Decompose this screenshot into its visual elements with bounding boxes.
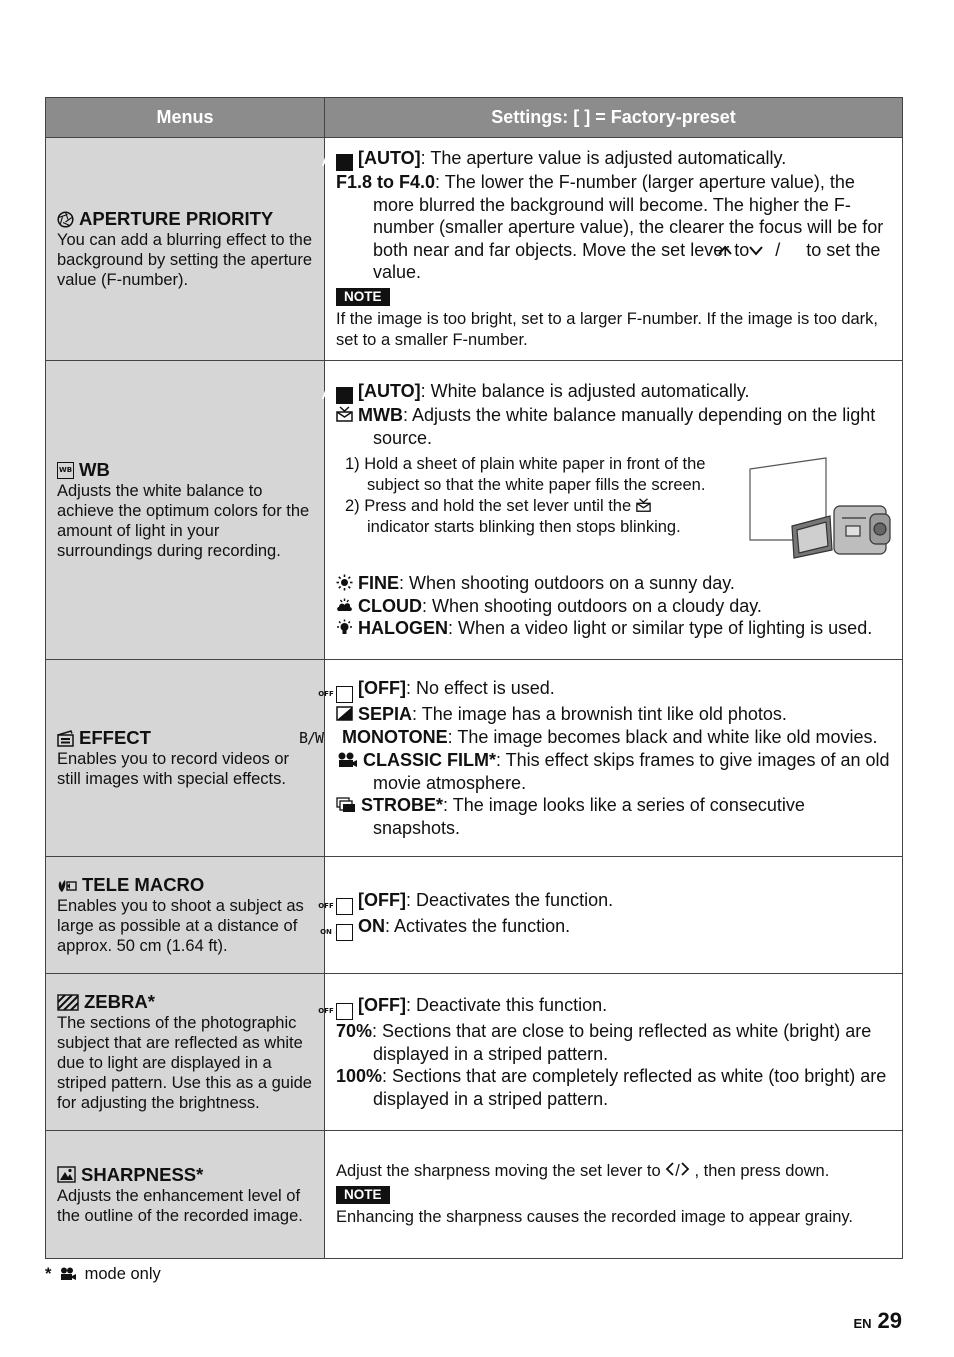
zebra-description: The sections of the photographic subject that are reflected as white due to light are displayed in a striped pattern. Use this as a guide for adjusting the brightness. [57, 1014, 312, 1112]
tele-macro-on-option: ON ON: Activates the function. [336, 915, 892, 941]
wb-mwb-option: MWB: Adjusts the white balance manually depending on the light source. [336, 404, 892, 449]
effect-monotone-option: MONOTONE: The image becomes black and white like old movies. [342, 726, 878, 747]
settings-header: Settings: [ ] = Factory-preset [325, 98, 903, 138]
wb-description: Adjusts the white balance to achieve the optimum colors for the amount of light in your surroundings during recording. [57, 482, 310, 560]
aperture-menu-cell [46, 138, 325, 361]
aperture-row [46, 138, 903, 361]
effect-settings-cell [318, 660, 903, 857]
table-header-row [46, 98, 903, 138]
tele-macro-icon [57, 877, 77, 894]
note-badge: NOTE [336, 288, 390, 306]
mwb-icon [336, 406, 353, 423]
zebra-title: ZEBRA* [57, 991, 314, 1013]
tele-macro-row [46, 857, 903, 974]
off-icon: OFF [336, 686, 353, 703]
sharpness-settings-cell [325, 1131, 903, 1259]
sharpness-description: Adjusts the enhancement level of the outline of the recorded image. [57, 1186, 303, 1225]
off-icon: OFF [336, 898, 353, 915]
aperture-settings-cell [321, 138, 903, 361]
auto-icon: A [336, 387, 353, 404]
right-arrow-icon [680, 1161, 690, 1175]
tele-macro-settings-cell [318, 857, 903, 974]
halogen-bulb-icon [336, 619, 353, 636]
footnote: * mode only [45, 1265, 161, 1283]
zebra-row [46, 974, 903, 1131]
sun-icon [336, 574, 353, 591]
down-arrow-icon [785, 239, 801, 251]
wb-fine-option: FINE: When shooting outdoors on a sunny day. [336, 572, 892, 595]
mwb-step-1: 1) Hold a sheet of plain white paper in front of the subject so that the white paper fills the screen. [345, 455, 706, 495]
auto-icon: A [336, 154, 353, 171]
page-number-value: 29 [877, 1308, 902, 1333]
tele-macro-title: TELE MACRO [57, 874, 314, 896]
wb-cloud-option: CLOUD: When shooting outdoors on a cloudy day. [336, 595, 892, 618]
mwb-icon [636, 498, 651, 513]
effect-off-option: OFF [OFF]: No effect is used. [336, 677, 892, 703]
aperture-icon [57, 211, 74, 228]
effect-sepia-option: SEPIA: The image has a brownish tint like old photos. [336, 703, 892, 726]
effect-title: EFFECT [57, 727, 314, 749]
tele-macro-off-option: OFF [OFF]: Deactivates the function. [336, 889, 892, 915]
tele-macro-description: Enables you to shoot a subject as large as possible at a distance of approx. 50 cm (1.64 ft). [57, 897, 304, 955]
zebra-menu-cell [46, 974, 325, 1131]
video-mode-icon [59, 1267, 77, 1281]
wb-menu-cell [46, 361, 325, 660]
sharpness-instruction: Adjust the sharpness moving the set lever to / , then press down. [336, 1162, 830, 1180]
wb-icon: WB [57, 462, 74, 479]
sharpness-icon [57, 1166, 76, 1183]
classic-film-icon [336, 751, 358, 768]
off-icon: OFF [336, 1003, 353, 1020]
aperture-description: You can add a blurring effect to the background by setting the aperture value (F-number). [57, 231, 313, 289]
tele-macro-menu-cell [46, 857, 325, 974]
sharpness-row [46, 1131, 903, 1259]
effect-classic-film-option: CLASSIC FILM*: This effect skips frames to give images of an old movie atmosphere. [336, 749, 892, 794]
wb-title: WB WB [58, 459, 110, 480]
aperture-auto-option: A [AUTO]: The aperture value is adjusted automatically. [321, 148, 787, 170]
effect-icon [57, 730, 74, 747]
wb-halogen-option: HALOGEN: When a video light or similar type of lighting is used. [336, 617, 892, 640]
language-label: EN [853, 1316, 872, 1331]
cloud-icon [336, 597, 353, 614]
zebra-70-option: 70%: Sections that are close to being reflected as white (bright) are displayed in a striped pattern. [336, 1021, 872, 1064]
effect-menu-cell [46, 660, 325, 857]
effect-row [46, 660, 903, 857]
menus-header: Menus [46, 98, 325, 138]
sharpness-note-text: Enhancing the sharpness causes the recorded image to appear grainy. [336, 1208, 854, 1226]
effect-strobe-option: STROBE*: The image looks like a series of consecutive snapshots. [336, 794, 892, 839]
aperture-f-option: F1.8 to F4.0: The lower the F-number (larger aperture value), the more blurred the background will become. The higher the F-number (smaller aperture value), the clearer the focus will be for both near and far objects. Move the set lever to / to set the value. [336, 172, 884, 283]
zebra-off-option: OFF [OFF]: Deactivate this function. [336, 994, 892, 1020]
strobe-icon [336, 796, 356, 813]
wb-settings-cell [321, 361, 903, 660]
sharpness-title: SHARPNESS* [57, 1164, 314, 1186]
zebra-icon [57, 994, 79, 1011]
zebra-100-option: 100%: Sections that are completely reflected as white (too bright) are displayed in a striped pattern. [336, 1066, 887, 1109]
aperture-note-text: If the image is too bright, set to a larger F-number. If the image is too dark, set to a smaller F-number. [336, 309, 879, 349]
wb-auto-option: A [AUTO]: White balance is adjusted automatically. [321, 381, 750, 403]
mwb-steps [345, 454, 892, 566]
camcorder-white-paper-illustration [742, 454, 892, 566]
left-arrow-icon [665, 1161, 675, 1175]
on-icon: ON [336, 924, 353, 941]
note-badge: NOTE [336, 1186, 390, 1204]
page-number [853, 1308, 902, 1334]
effect-description: Enables you to record videos or still images with special effects. [57, 750, 290, 788]
sepia-icon [336, 705, 353, 722]
sharpness-menu-cell [46, 1131, 325, 1259]
menu-settings-table [45, 97, 903, 1259]
wb-row [46, 361, 903, 660]
aperture-title: APERTURE PRIORITY [57, 208, 314, 230]
mwb-step-2: 2) Press and hold the set lever until the indicator starts blinking then stops blinking. [345, 497, 681, 537]
zebra-settings-cell [318, 974, 903, 1131]
